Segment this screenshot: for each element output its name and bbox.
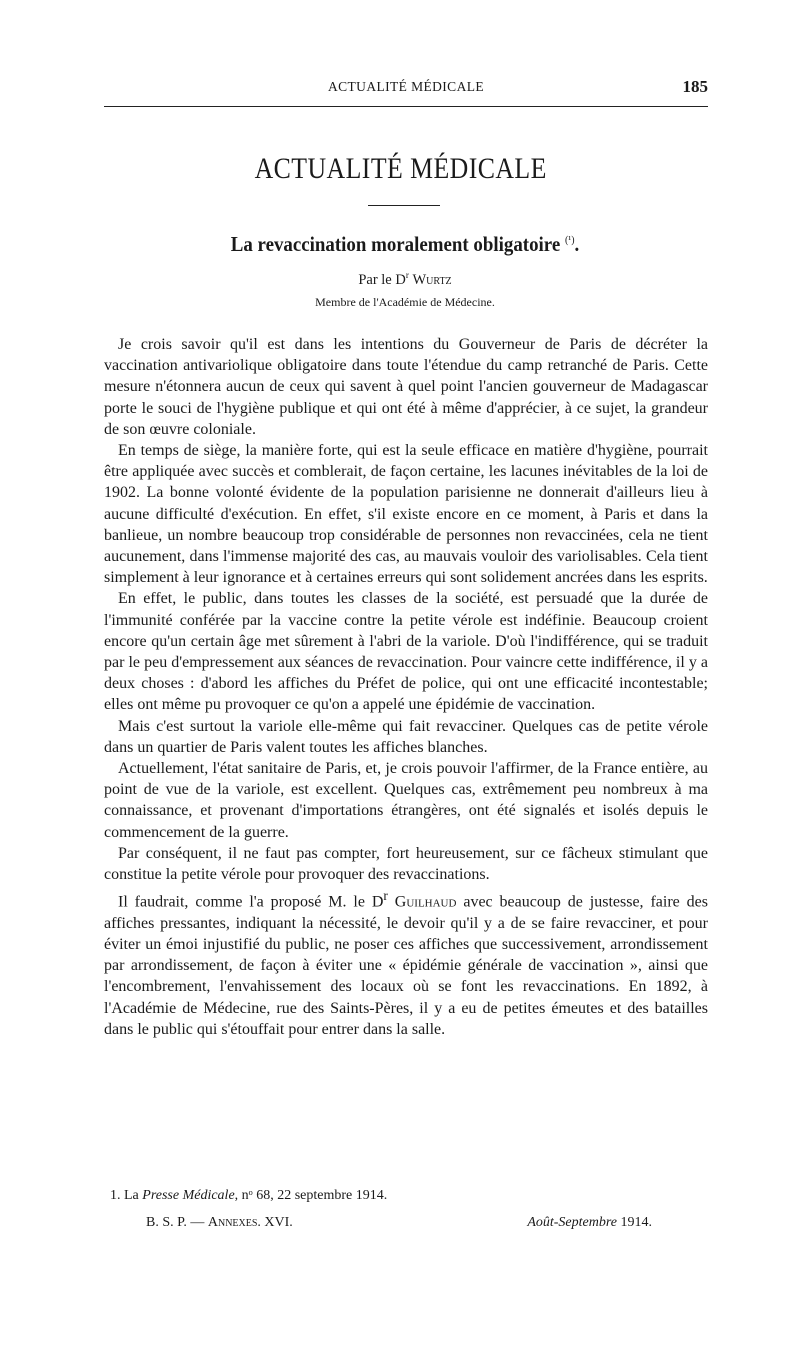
article-body <box>104 334 708 1040</box>
footnote-ref: (¹) <box>564 234 575 246</box>
header-rule <box>104 106 708 107</box>
section-title: ACTUALITÉ MÉDICALE <box>254 152 547 185</box>
footer-prefix: B. S. P. — <box>146 1215 208 1230</box>
footnote-text: La <box>120 1188 143 1203</box>
paragraph: Mais c'est surtout la variole elle-même qui fait revacciner. Quelques cas de petite vérole dans un quartier de Paris valent toutes les affiches blanches. <box>104 717 708 756</box>
article-title-end: . <box>574 232 580 256</box>
title-rule <box>368 205 440 206</box>
footer-signature <box>146 1215 293 1231</box>
footer-suffix: . XVI. <box>257 1215 293 1230</box>
running-head <box>104 78 708 100</box>
paragraph: En effet, le public, dans toutes les classes de la société, est persuadé que la durée de l'immunité conférée par la vaccine contre la petite vérole est indéfinie. Beaucoup croient encore qu'un certain âge met sûrement à l'abri de la variole. D'où l'indifférence, qui se traduit par le peu d'empressement aux séances de revaccination. Pour vaincre cette indifférence, il y a deux choses : d'abord les affiches du Préfet de police, qui ont une efficacité incontestable; elles ont même pu provoquer ce qu'on a appelé une épidémie de vaccination. <box>104 590 708 714</box>
paragraph <box>104 885 708 1040</box>
author-title-sup: r <box>405 270 409 280</box>
article-title <box>41 232 770 257</box>
footer-month: Août-Septembre <box>527 1215 617 1230</box>
paragraph: Par conséquent, il ne faut pas compter, fort heureusement, sur ce fâcheux stimulant que constitue la petite vérole pour provoquer des revaccinations. <box>104 844 708 884</box>
article-title-text: La revaccination moralement obligatoire <box>230 232 561 256</box>
running-title: ACTUALITÉ MÉDICALE <box>327 79 485 94</box>
author-prefix: Par le D <box>358 271 406 288</box>
footnote <box>110 1188 387 1204</box>
paragraph-text: Il faudrait, comme l'a proposé M. le D <box>118 893 384 911</box>
paragraph: Actuellement, l'état sanitaire de Paris, et, je crois pouvoir l'affirmer, de la France entière, au point de vue de la variole, est excellent. Quelques cas, extrêmement peu nombreux à ma connaissance, et provenant d'importations étrangères, ont été signalés et isolés depuis le commencement de la guerre. <box>104 760 708 841</box>
footnote-journal: Presse Médicale <box>142 1188 235 1203</box>
footer-year: 1914. <box>617 1215 652 1230</box>
footer-annexes: Annexes <box>207 1215 258 1230</box>
footnote-text: , nᵒ 68, 22 septembre 1914. <box>234 1188 388 1203</box>
author-name: Wurtz <box>412 271 452 288</box>
author-line <box>0 270 800 289</box>
footer-date <box>527 1215 652 1231</box>
paragraph: En temps de siège, la manière forte, qui est la seule efficace en matière d'hygiène, pourrait être appliquée avec succès et comblerait, de façon certaine, les lacunes inévitables de la loi de 1902. La bonne volonté évidente de la population parisienne ne donnerait d'ailleurs lieu à aucune difficulté d'exécution. En effet, s'il existe encore en ce moment, à Paris et dans la banlieue, un nombre beaucoup trop considérable de personnes non revaccinées, cela ne tient aucunement, dans l'immense majorité des cas, au mauvais vouloir des variolisables. Cela tient simplement à leur ignorance et à certaines erreurs qui sont solidement ancrées dans les esprits. <box>104 442 708 587</box>
footnote-number: 1. <box>110 1188 121 1203</box>
paragraph-text: avec beaucoup de justesse, faire des affiches pressantes, indiquant la nécessité, le devoir qu'il y a de se faire revacciner, et pour éviter un émoi injustifié du public, ne poser ces affiches que successivement, arrondissement par arrondissement, de façon à éviter une « épidémie générale de vaccination », ainsi que l'encombrement, l'envahissement des locaux où se font les revaccinations. En 1892, à l'Académie de Médecine, rue des Saints-Pères, il y a eu de petites émeutes et des batailles dans le public qui s'étouffait pour entrer dans la salle. <box>104 893 709 1038</box>
author-affiliation: Membre de l'Académie de Médecine. <box>315 295 495 309</box>
paragraph: Je crois savoir qu'il est dans les intentions du Gouverneur de Paris de décréter la vaccination antivariolique obligatoire dans toute l'étendue du camp retranché de Paris. Cette mesure n'étonnera aucun de ceux qui savent à quel point l'ancien gouverneur de Madagascar porte le souci de l'hygiène publique et qui ont été à même d'apprécier, à ce sujet, la grandeur de son œuvre coloniale. <box>104 336 708 438</box>
doctor-title-sup: r <box>383 888 388 904</box>
cited-name: Guilhaud <box>394 893 457 911</box>
page-number: 185 <box>682 77 708 96</box>
